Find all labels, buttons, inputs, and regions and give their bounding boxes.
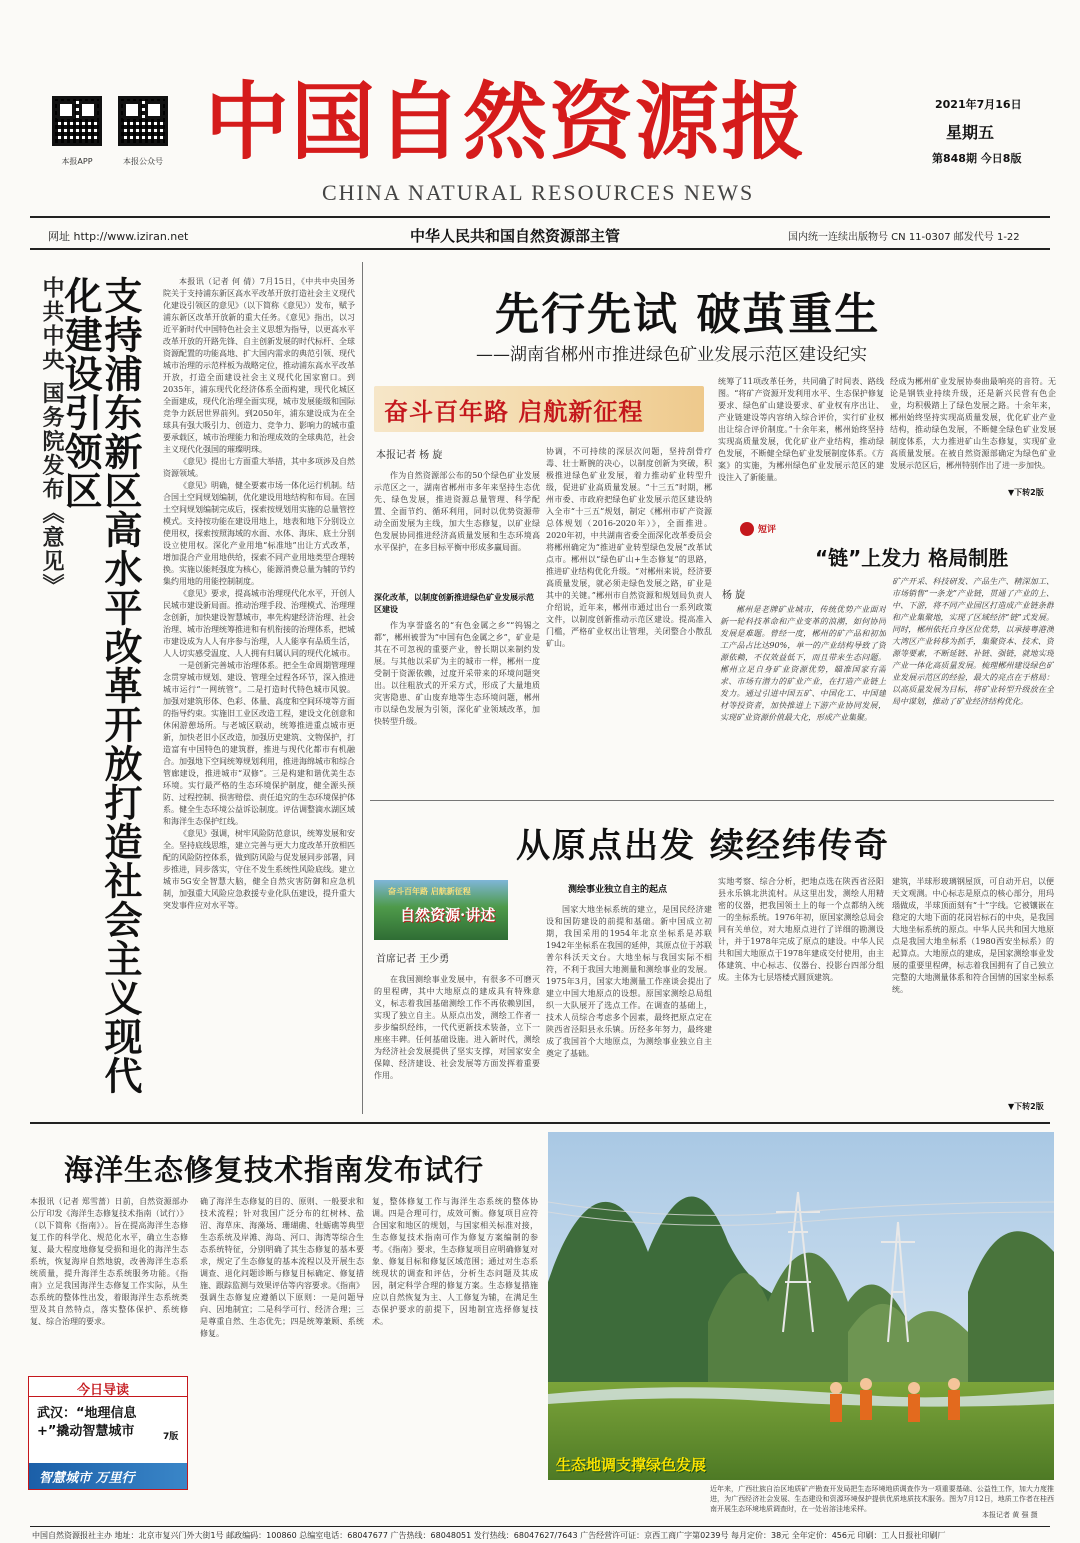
feature-subsection-title: 深化改革，以制度创新推进绿色矿业发展示范区建设 (374, 593, 534, 614)
column-logo-title: 自然资源·讲述 (400, 906, 496, 924)
second-column-4: 建筑，半球形玻璃钢屋顶，可自动开启，以便天文观测。中心标志是原点的核心部分，用玛瑙做成，半球顶面刻有“十”字线。它被镶嵌在稳定的大地下面的花岗岩标石的中央，是我国大地坐标系统的原点。中华人民共和国大地原点是我国大地坐标系（1980西安坐标系）的起算点。大地原点的建成，是国家测绘事业发展的重要里程碑，标志着我国拥有了自己独立完整的大地测量体系和符合国情的国家坐标系统。 (892, 877, 1054, 994)
lead-headline[interactable]: 支持浦东新区高水平改革开放打造社会主义现代化建设引领区 (58, 276, 142, 1095)
qr-code-app[interactable] (52, 96, 102, 146)
newspaper-title-en: CHINA NATURAL RESOURCES NEWS (322, 180, 755, 205)
continued-marker[interactable]: ▼下转2版 (1008, 488, 1044, 497)
second-subsection-title: 测绘事业独立自主的起点 (568, 885, 668, 895)
feature-banner-text: 奋斗百年路 启航新征程 (384, 397, 644, 426)
feature-column-1b: 作为享誉盛名的“有色金属之乡”“钨锡之都”，郴州被誉为“中国有色金属之乡”，矿业是其在不可忽视的重要产业，曾长期以来制约发展。与其他以采矿为主的城市一样，郴州一度受制于资源依赖，过度开采带来的环境问题突出。以往粗放式的开采方式，形成了大量地质灾害隐患、矿山废弃地等生态环境问题，郴州市以绿色发展为引领，深化矿业领域改革，加快转型升级。 (374, 621, 540, 726)
lead-paragraph: 一是创新完善城市治理体系。把全生命周期管理理念贯穿城市规划、建设、管理全过程各环节，深入推进城市运行“一网统管”。二是打造时代特色城市风貌。加强对建筑形体、色彩、体量、高度和空间环境等方面的指导约束。实施旧工业区改造工程，建设文化创意和休闲游憩场所。与老城区联动，统筹推进重点城市更新，加快老旧小区改造，加强历史建筑、文物保护，打造富有中国特色的建筑群，推进与现代化都市有机融合。加强地下空间统筹规划利用，推进海绵城市和综合管廊建设，推进城市“双修”。三是构建和谐优美生态环境。实行最严格的生态环境保护制度，健全源头预防、过程控制、损害赔偿、责任追究的生态环境保护体系。健全生态环境公益诉讼制度。评估调整滴水湖区域和海洋生态保护红线。 (163, 661, 355, 826)
today-guide-box[interactable] (28, 1376, 188, 1490)
issue-date: 2021年7月16日 (935, 98, 1022, 111)
smart-city-banner (29, 1463, 187, 1489)
column-logo-image (374, 880, 508, 940)
lead-paragraph: 《意见》明确，健全要素市场一体化运行机制。结合国土空间规划编制，优化建设用地结构和布局。在国土空间规划编制完成后，探索按规划用实施的总量管控模式。支持按功能在建设用地上，地表和地下分别设立使用权，探索按照海域的水面、水体、海床、底土分别设立使用权。深化产业用地“标准地”出让方式改革，增加混合产业用地供给，探索不同产业用地类型合理转换。实施以能耗强度为核心，能源消费总量为辅的节约集约用地的用能控制制度。 (163, 481, 355, 586)
comment-tag: 短评 (758, 525, 777, 535)
lead-paragraph: 《意见》要求，提高城市治理现代化水平，开创人民城市建设新局面。推动治理手段、治理模式、治理理念创新，加快建设智慧城市，率先构建经济治理、社会治理、城市治理统筹推进和有机衔接的治理体系，把城市建设成为人人有序参与治理，人人能享有品质生活，人人切实感受温度、人人拥有归属认同的现代化城市。 (163, 589, 355, 658)
comment-title[interactable]: “链”上发力 格局制胜 (815, 546, 1009, 570)
marine-column-2: 确了海洋生态修复的目的、原则、一般要求和技术流程；针对我国广泛分布的红树林、盐沼、海草床、海藻场、珊瑚礁、牡蛎礁等典型生态系统及岸滩、海岛、河口、海湾等综合生态系统特征，分别明确了其生态修复的基本要求，规定了生态修复的基本流程以及开展生态调查、退化问题诊断与修复目标确定、修复措施、跟踪监测与效果评估等内容要求。《指南》强调生态修复应遵循以下原则：一是问题导向、因地制宜；二是科学可行、经济合理；三是尊重自然、生态优先；四是统筹兼顾、系统修复。 (200, 1197, 364, 1338)
publication-number: 国内统一连续出版物号 CN 11-0307 邮发代号 1-22 (788, 232, 1020, 243)
second-column-3: 实地考察、综合分析，把地点选在陕西省泾阳县永乐镇北洪流村。从这里出发，测绘人用精密的仪器，把我国领土上的每一个点都纳入统一的坐标系统。1976年初，原国家测绘总局会同有关单位，对大地原点进行了详细的勘测设计，并于1978年完成了原点的建设。中华人民共和国大地原点于1978年建成交付使用，由主体建筑、中心标志、仪器台、投影台四部分组成。主体为七层塔楼式圆顶建筑。 (718, 877, 884, 982)
feature-column-3: 统筹了11项改革任务，共同确了时间表、路线图。“将矿产资源开发利用水平、生态保护修复要求、绿色矿山建设要求、矿业权有序出让、产业链建设等内容纳入综合评价，实行矿业权出让综合评价制度。”十余年来，郴州始终坚持实现高质量发展，优化矿业产业结构，推动绿色发展，不断健全绿色矿业发展制度体系。《方案》的实施，为郴州绿色矿业发展示范区的建设注入了新能量。 (718, 377, 884, 482)
issue-number: 第848期 今日8版 (932, 152, 1022, 165)
comment-column-1: 郴州是老牌矿业城市，传统优势产业面对新一轮科技革命和产业变革的浪潮，如何协同发展是难题。曾经一度，郴州的矿产品和初加工产品占比达90%，单一的产业结构导致了资源依赖，不仅效益低下，而且带来生态问题。郴州立足自身矿业资源优势，瞄准国家有需求、市场有潜力的矿业产业，在打造产业链上发力。通过引进中国五矿、中国化工、中国建材等投资者，加快推进上下游产业协同发展，实现矿业资源价值最大化，形成产业集聚。 (720, 605, 886, 722)
second-byline: 首席记者 王少勇 (376, 954, 450, 965)
sponsor-line: 中华人民共和国自然资源部主管 (410, 227, 621, 245)
issue-weekday: 星期五 (946, 123, 995, 142)
feature-column-4: 经成为郴州矿业发展协奏曲最响亮的音符。无论是钢铁业持续升级，还是新兴民营有色企业，均积极踏上了绿色发展之路。十余年来，郴州始终坚持实现高质量发展，优化矿业产业结构，推动绿色发展，不断健全绿色矿业发展制度体系，大力推进矿山生态修复，实现矿业高质量发展。在被自然资源部确定为绿色矿业发展示范区后，郴州特别作出了进一步加快。 (890, 377, 1056, 470)
marine-column-1: 本报讯（记者 郑雪蔷）日前，自然资源部办公厅印发《海洋生态修复技术指南（试行）》（以下简称《指南》）。旨在提高海洋生态修复工作的科学化、规范化水平，确立生态修复、最大程度地修复受损和退化的海洋生态系统，恢复海岸自然地貌，改善海洋生态系统质量，提升海洋生态系统服务功能。《指南》立足我国海洋生态修复工作实际，从生态系统的整体性出发，着眼海洋生态系统类型及其自然特点，落实整体保护、系统修复、综合治理的要求。 (30, 1197, 188, 1326)
website-url[interactable]: 网址 http://www.iziran.net (48, 230, 189, 243)
smart-city-banner-text: 智慧城市 万里行 (39, 1471, 135, 1486)
qr-label-wechat: 本报公众号 (123, 157, 163, 166)
feature-photo[interactable] (548, 1132, 1054, 1480)
lead-paragraph: 本报讯（记者 何 倩）7月15日，《中共中央国务院关于支持浦东新区高水平改革开放打造社会主义现代化建设引领区的意见》（以下简称《意见》）发布，赋予浦东新区改革开放新的重大任务。《意见》指出，以习近平新时代中国特色社会主义思想为指导，以更高水平改革开放的开路先锋、自主创新发展的时代标杆、全球资源配置的功能高地、扩大国内需求的典范引领、现代城市治理的示范样板为战略定位，推动浦东高水平改革开放，打造全面建设社会主义现代化国家窗口。到2035年，浦东现代化经济体系全面构建，现代化城区全面建成，现代化治理全面实现，城市发展能级和国际竞争力跃居世界前列。到2050年，浦东建设成为在全球具有强大吸引力、创造力、竞争力、影响力的城市重要承载区，城市治理能力和治理成效的全球典范，社会主义现代化强国的璀璨明珠。 (163, 277, 355, 454)
newspaper-title: 中国自然资源报 (205, 72, 808, 171)
continued-marker[interactable]: ▼下转2版 (1008, 1102, 1044, 1111)
marine-column-3: 复，整体修复工作与海洋生态系统的整体协调。四是合理可行，成效可衡。修复项目应符合国家和地区的规划，与国家相关标准对接，生态修复技术指南可作为修复方案编制的参考。《指南》要求，生态修复项目应明确修复对象、修复目标和修复区域范围；通过对生态系统现状的调查和评估，分析生态问题及其成因，制定科学合理的修复方案。生态修复措施应以自然恢复为主、人工修复为辅，在满足生态保护要求的前提下，因地制宜选择修复技术。 (372, 1197, 538, 1326)
comment-badge-icon (740, 522, 754, 536)
feature-headline[interactable]: 先行先试 破茧重生 (495, 289, 881, 340)
photo-caption: 近年来，广西壮族自治区地质矿产勘查开发局把生态环境地质调查作为一项重要基础、公益性工作，加大力度推进，为广西经济社会发展、生态建设和资源环境保护提供优质地质技术服务。图为7月12日，地质工作者在桂西南开展生态环境地质调查时，在一处岩溶洼地采样。 (710, 1485, 1054, 1513)
today-guide-page: 7版 (163, 1432, 179, 1442)
photo-credit: 本报记者 黄 强 摄 (982, 1511, 1038, 1519)
feature-banner (374, 386, 704, 432)
second-column-2: 国家大地坐标系统的建立，是国民经济建设和国防建设的前提和基础。新中国成立初期，我国采用的1954年北京坐标系是苏联1942年坐标系在我国的延伸，其原点位于苏联普尔科沃天文台。大地坐标与我国实际不相符，不利于我国大地测量和测绘事业的发展。1975年3月，国家大地测量工作座谈会提出了建立中国大地原点的设想。原国家测绘总局组织一大队展开了选点工作。在调查的基础上，技术人员综合考虑多个因素，最终把原点定在陕西省泾阳县永乐镇。历经多年努力，最终建成了我国首个大地原点，为测绘事业独立自主奠定了基础。 (546, 905, 712, 1058)
comment-byline: 杨 旋 (722, 590, 746, 601)
marine-headline[interactable]: 海洋生态修复技术指南发布试行 (64, 1153, 485, 1187)
column-logo-subtitle: 奋斗百年路 启航新征程 (388, 886, 471, 896)
footer-info: 中国自然资源报社主办 地址：北京市复兴门外大街1号 邮政编码：100860 总编室电话：68047677 广告热线：68048051 发行热线：68047627/7643 广告经营许可证：京西工商广字第0239号 每月定价：38元 全年定价：456元 印刷：工人日报社印刷厂 (32, 1531, 946, 1540)
feature-byline: 本报记者 杨 旋 (376, 450, 443, 461)
lead-body (163, 276, 355, 1108)
lead-paragraph: 《意见》提出七方面重大举措，其中多项涉及自然资源领域。 (163, 457, 355, 478)
today-guide-title: 今日导读 (77, 1383, 130, 1398)
feature-subhead: ——湖南省郴州市推进绿色矿业发展示范区建设纪实 (476, 345, 867, 365)
landscape-illustration (548, 1132, 1054, 1480)
feature-column-2: 协调，不可持续的深层次问题，坚持刮骨疗毒、壮士断腕的决心，以制度创新为突破，积极推进绿色矿业发展，着力推动矿业转型升级，促进矿业高质量发展。“十三五”时期，郴州市委、市政府把绿色矿业发展示范区建设纳入全市“十三五”规划，制定《郴州市矿产资源总体规划（2016-2020年）》，全面推进。2020年初，中共湖南省委全面深化改革委员会将郴州确定为“推进矿业转型绿色发展”改革试点市。郴州以“绿色矿山+生态修复”的思路，推进矿业结构优化升级。“对郴州来说，经济要高质量发展，就必须走绿色发展之路，矿业是其中的关键。”郴州市自然资源和规划局负责人介绍说，近年来，郴州市通过出台一系列政策文件，以制度创新推动示范区建设。提高准入门槛，严格矿业权出让管理，关闭整合小散乱矿山。 (546, 447, 712, 648)
photo-overlay-title: 生态地调支撑绿色发展 (556, 1456, 707, 1474)
lead-kicker: 中共中央 国务院发布《意见》 (39, 276, 64, 598)
today-guide-item[interactable]: 武汉：“地理信息+”撬动智慧城市 (37, 1406, 137, 1439)
feature-column-1: 作为自然资源部公布的50个绿色矿业发展示范区之一，湖南省郴州市多年来坚持生态优先、绿色发展，推进资源总量管理、科学配置、全面节约、循环利用，同时以优势资源带动全面发展为主线，加大生态修复，以矿业绿色发展协同推进经济高质量发展和生态环境高水平保护，在多目标平衡中形成多赢局面。 (374, 471, 540, 552)
second-column-1: 在我国测绘事业发展中，有很多不可磨灭的里程碑，其中大地原点的建成具有特殊意义，标志着我国基础测绘工作不再依赖别国，实现了独立自主。从原点出发，测绘工作者一步步编织经纬，一代代更新技术装备，立下一座座丰碑。任何基础设施。进入新时代，测绘为经济社会发展提供了坚实支撑，对国家安全保障、经济建设、社会发展等方面发挥着重要作用。 (374, 975, 540, 1080)
lead-paragraph: 《意见》强调，树牢风险防范意识，统筹发展和安全。坚持底线思维，建立完善与更大力度改革开放相匹配的风险防控体系，做到防风险与促发展同步部署，同步推进，同步落实，守住不发生系统性风险底线。建立城市5G安全智慧大脑，健全自然灾害防御和应急机制，加强重大风险应急救援专业化队伍建设，提升重大突发事件应对水平等。 (163, 829, 355, 910)
qr-code-wechat[interactable] (118, 96, 168, 146)
comment-column-2: 矿产开采、科技研发、产品生产、精深加工、市场销售“一条龙”产业链，贯通了产业的上、中、下游，将不同产业园区打造成产业链条群和产业集聚地，实现了区域经济“链”式发展。同时，郴州依托自身区位优势，以承接粤港澳大湾区产业转移为抓手，集聚资本、技术、资源等要素，不断延链、补链、强链，就地实现产业一体化高质量发展。梳理郴州建设绿色矿业发展示范区的经验，最大的亮点在于格局：以高质量发展为目标，将矿业转型升级放在全局中谋划，推动了矿业经济结构优化。 (892, 577, 1054, 706)
qr-label-app: 本报APP (61, 157, 93, 166)
second-headline[interactable]: 从原点出发 续经纬传奇 (516, 826, 890, 866)
